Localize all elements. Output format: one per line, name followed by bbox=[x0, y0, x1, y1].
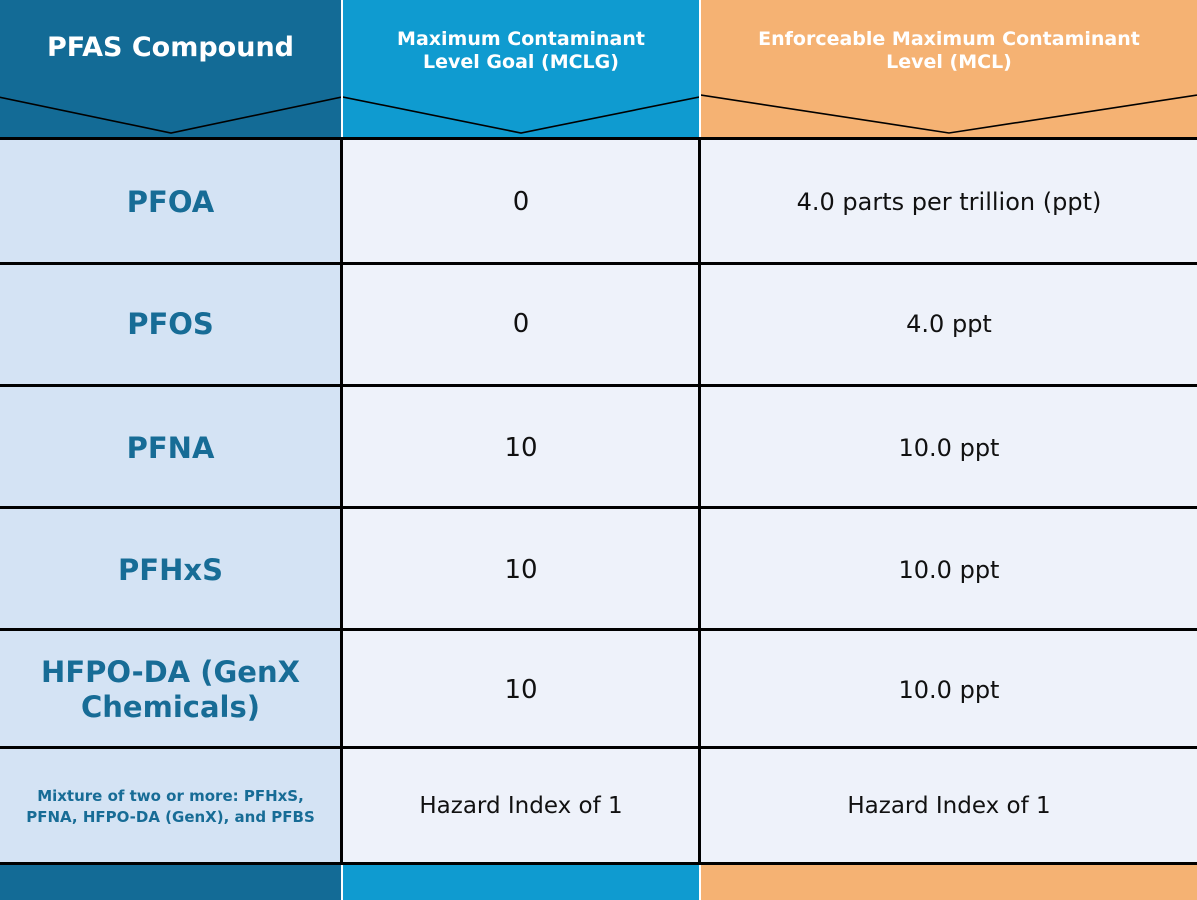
cell-mcl: 10.0 ppt bbox=[701, 631, 1197, 749]
table-row bbox=[0, 631, 341, 749]
footer-band-mcl bbox=[701, 864, 1197, 900]
row-divider bbox=[0, 262, 1197, 265]
cell-mclg: 10 bbox=[343, 631, 699, 749]
cell-mclg: 10 bbox=[343, 509, 699, 631]
cell-mclg: 0 bbox=[343, 140, 699, 264]
cell-mclg: Hazard Index of 1 bbox=[343, 749, 699, 864]
table-row bbox=[0, 140, 341, 264]
table-row bbox=[0, 264, 341, 384]
table-row bbox=[0, 749, 341, 864]
cell-mclg: 10 bbox=[343, 387, 699, 509]
header-label-compound: PFAS Compound bbox=[46, 32, 295, 63]
row-divider bbox=[0, 628, 1197, 631]
header-cell-compound bbox=[0, 0, 341, 137]
cell-compound: PFOS bbox=[127, 306, 214, 341]
cell-mcl: 4.0 parts per trillion (ppt) bbox=[701, 140, 1197, 264]
header-cell-mclg bbox=[343, 0, 699, 137]
footer-band-compound bbox=[0, 864, 341, 900]
row-divider bbox=[0, 384, 1197, 387]
column-divider bbox=[340, 137, 343, 864]
table-row bbox=[0, 509, 341, 631]
row-divider bbox=[0, 506, 1197, 509]
cell-compound: HFPO-DA (GenX Chemicals) bbox=[41, 655, 300, 724]
column-divider bbox=[698, 137, 701, 864]
cell-mcl: 10.0 ppt bbox=[701, 387, 1197, 509]
cell-mclg: 0 bbox=[343, 264, 699, 384]
footer-band-mclg bbox=[343, 864, 699, 900]
cell-compound: Mixture of two or more: PFHxS, PFNA, HFPO-DA (GenX), and PFBS bbox=[26, 787, 315, 826]
header-cell-mcl bbox=[701, 0, 1197, 137]
row-divider bbox=[0, 137, 1197, 140]
cell-compound: PFHxS bbox=[118, 552, 223, 587]
cell-mcl: Hazard Index of 1 bbox=[701, 749, 1197, 864]
table-row bbox=[0, 387, 341, 509]
cell-mcl: 4.0 ppt bbox=[701, 264, 1197, 384]
cell-compound: PFOA bbox=[126, 184, 215, 219]
table-header-row bbox=[0, 0, 1197, 137]
cell-compound: PFNA bbox=[126, 430, 215, 465]
row-divider bbox=[0, 746, 1197, 749]
header-label-mclg: Maximum Contaminant Level Goal (MCLG) bbox=[397, 28, 645, 74]
cell-mcl: 10.0 ppt bbox=[701, 509, 1197, 631]
row-divider bbox=[0, 862, 1197, 865]
header-label-mcl: Enforceable Maximum Contaminant Level (MCL) bbox=[758, 28, 1140, 74]
